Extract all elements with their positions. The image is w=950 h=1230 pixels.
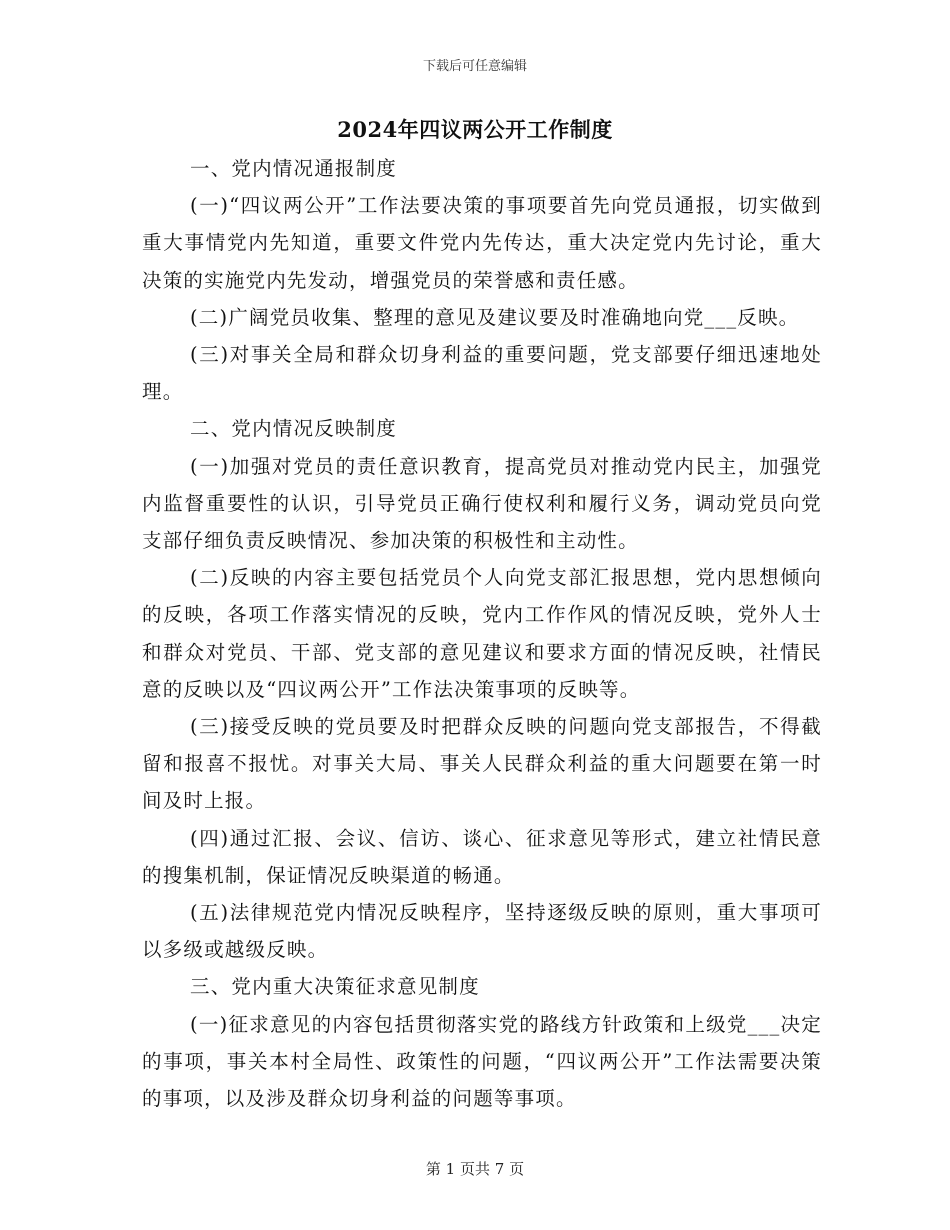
paragraph: (一)加强对党员的责任意识教育，提高党员对推动党内民主，加强党内监督重要性的认识，引导党员正确行使权利和履行义务，调动党员向党支部仔细负责反映情况、参加决策的积极性和主动性。: [142, 454, 822, 553]
paragraph: (一)征求意见的内容包括贯彻落实党的路线方针政策和上级党___决定的事项，事关本村全局性、政策性的问题，“四议两公开”工作法需要决策的事项，以及涉及群众切身利益的问题等事项。: [142, 1012, 822, 1111]
paragraph: (三)接受反映的党员要及时把群众反映的问题向党支部报告，不得截留和报喜不报忧。对事关大局、事关人民群众利益的重大问题要在第一时间及时上报。: [142, 715, 822, 813]
paragraph: (一)“四议两公开”工作法要决策的事项要首先向党员通报，切实做到重大事情党内先知道，重要文件党内先传达，重大决定党内先讨论，重大决策的实施党内先发动，增强党员的荣誉感和责任感。: [142, 194, 822, 292]
page-number: 第 1 页共 7 页: [425, 1160, 525, 1178]
header-note: 下载后可任意编辑: [422, 59, 527, 74]
paragraph: (三)对事关全局和群众切身利益的重要问题，党支部要仔细迅速地处理。: [142, 343, 822, 404]
document-title: 2024年四议两公开工作制度: [337, 117, 613, 142]
section-heading-1: 一、党内情况通报制度: [190, 157, 398, 180]
document-body: [142, 150, 822, 1117]
section-heading-3: 三、党内重大决策征求意见制度: [190, 975, 480, 999]
section-heading-2: 二、党内情况反映制度: [190, 417, 398, 441]
paragraph: (二)广阔党员收集、整理的意见及建议要及时准确地向党___反映。: [190, 305, 800, 329]
paragraph: (二)反映的内容主要包括党员个人向党支部汇报思想，党内思想倾向的反映，各项工作落实情况的反映，党内工作作风的情况反映，党外人士和群众对党员、干部、党支部的意见建议和要求方面的情况反映，社情民意的反映以及“四议两公开”工作法决策事项的反映等。: [142, 566, 822, 701]
paragraph: (五)法律规范党内情况反映程序，坚持逐级反映的原则，重大事项可以多级或越级反映。: [142, 901, 822, 962]
paragraph: (四)通过汇报、会议、信访、谈心、征求意见等形式，建立社情民意的搜集机制，保证情况反映渠道的畅通。: [142, 826, 822, 887]
